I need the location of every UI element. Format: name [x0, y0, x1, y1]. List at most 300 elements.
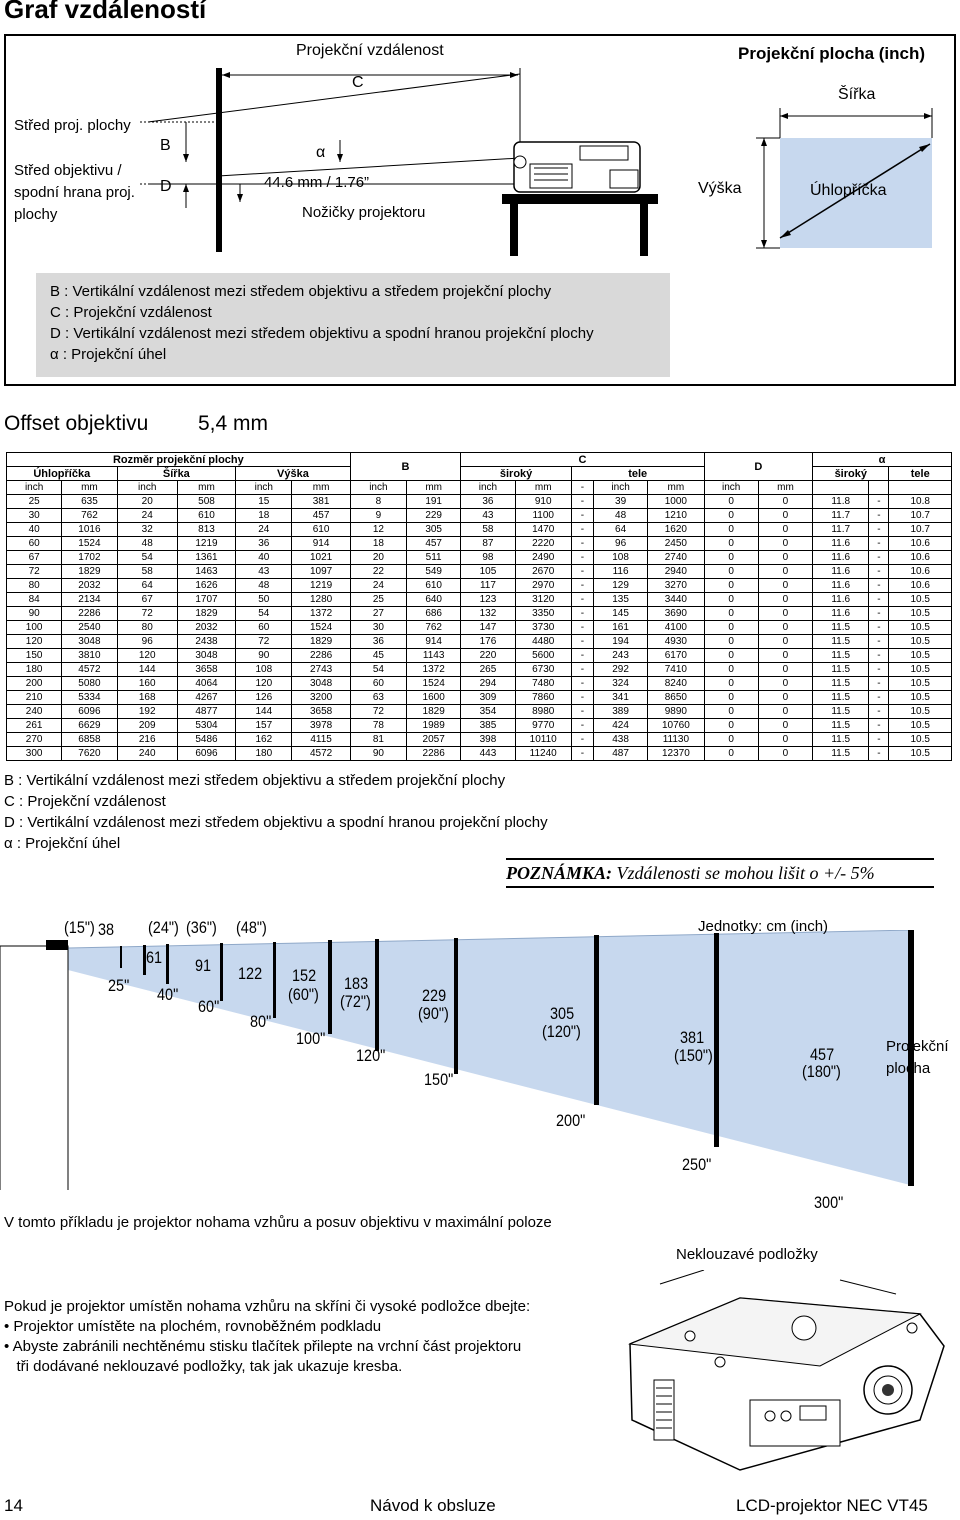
table-cell: -: [869, 565, 889, 579]
table-cell: 1829: [62, 565, 117, 579]
unit-cell: inch: [593, 481, 647, 495]
table-cell: 910: [515, 495, 571, 509]
table-cell: 4100: [648, 621, 704, 635]
table-cell: 443: [461, 747, 515, 761]
table-row: [7, 705, 952, 719]
table-cell: 2286: [292, 649, 350, 663]
table-cell: 457: [292, 509, 350, 523]
table-row: [7, 593, 952, 607]
table-cell: 36: [350, 635, 406, 649]
table-cell: 640: [407, 593, 461, 607]
table-cell: 24: [236, 523, 292, 537]
throw-label: 91: [195, 956, 212, 975]
table-cell: 457: [407, 537, 461, 551]
table-cell: 144: [117, 663, 177, 677]
note-text: Vzdálenosti se mohou lišit o +/- 5%: [612, 863, 875, 883]
table-cell: 11.5: [813, 733, 869, 747]
table-cell: 4877: [177, 705, 235, 719]
table-cell: 12370: [648, 747, 704, 761]
offset-label: Offset objektivu: [4, 412, 149, 435]
table-cell: 11.5: [813, 635, 869, 649]
table-cell: 2032: [177, 621, 235, 635]
table-cell: 0: [758, 635, 812, 649]
table-cell: 3048: [62, 635, 117, 649]
table-row: [7, 579, 952, 593]
table-cell: 1626: [177, 579, 235, 593]
table-cell: 2438: [177, 635, 235, 649]
legend-c: C : Projekční vzdálenost: [50, 304, 212, 321]
table-cell: -: [869, 705, 889, 719]
table-cell: 1470: [515, 523, 571, 537]
table-cell: 3200: [292, 691, 350, 705]
unit-cell: mm: [177, 481, 235, 495]
table-cell: 24: [117, 509, 177, 523]
unit-cell: mm: [62, 481, 117, 495]
table-cell: 3658: [177, 663, 235, 677]
legend-repeat: [4, 770, 548, 854]
table-cell: 261: [7, 719, 62, 733]
table-cell: 11.8: [813, 495, 869, 509]
table-cell: 32: [117, 523, 177, 537]
table-cell: 385: [461, 719, 515, 733]
table-cell: -: [869, 691, 889, 705]
table-cell: 243: [593, 649, 647, 663]
table-cell: -: [869, 649, 889, 663]
legend-b-2: B : Vertikální vzdálenost mezi středem objektivu a středem projekční plochy: [4, 772, 506, 789]
table-cell: -: [571, 719, 593, 733]
table-cell: 0: [758, 579, 812, 593]
table-cell: 1829: [177, 607, 235, 621]
throw-label: (72"): [340, 992, 371, 1011]
table-cell: -: [869, 747, 889, 761]
throw-label: (48"): [236, 918, 267, 937]
table-cell: 1600: [407, 691, 461, 705]
table-cell: 60: [236, 621, 292, 635]
table-cell: 10.6: [889, 551, 952, 565]
table-cell: 72: [236, 635, 292, 649]
table-cell: 0: [758, 747, 812, 761]
table-cell: 9890: [648, 705, 704, 719]
header-alpha-wide: široký: [813, 467, 889, 481]
table-cell: 126: [236, 691, 292, 705]
table-cell: 3978: [292, 719, 350, 733]
table-cell: 0: [704, 719, 758, 733]
table-cell: 129: [593, 579, 647, 593]
table-cell: 135: [593, 593, 647, 607]
table-cell: -: [571, 593, 593, 607]
table-cell: 209: [117, 719, 177, 733]
table-cell: -: [571, 635, 593, 649]
table-cell: 6096: [177, 747, 235, 761]
table-cell: 48: [117, 537, 177, 551]
table-cell: 60: [350, 677, 406, 691]
table-cell: 120: [7, 635, 62, 649]
table-cell: -: [571, 747, 593, 761]
table-cell: 45: [350, 649, 406, 663]
throw-label: 61: [146, 948, 163, 967]
alpha-label: α: [316, 144, 326, 161]
table-cell: 54: [350, 663, 406, 677]
table-cell: 0: [704, 509, 758, 523]
throw-label: (90"): [418, 1004, 449, 1023]
table-cell: 5334: [62, 691, 117, 705]
table-cell: -: [869, 621, 889, 635]
table-cell: 1219: [177, 537, 235, 551]
table-cell: 3658: [292, 705, 350, 719]
table-cell: 0: [758, 523, 812, 537]
table-cell: 610: [407, 579, 461, 593]
screen-label-2: plocha: [886, 1060, 931, 1077]
table-cell: 2670: [515, 565, 571, 579]
table-cell: 398: [461, 733, 515, 747]
table-cell: 229: [407, 509, 461, 523]
table-cell: 3730: [515, 621, 571, 635]
table-cell: 12: [350, 523, 406, 537]
throw-label: (180"): [802, 1062, 841, 1081]
table-row: [7, 565, 952, 579]
table-cell: 0: [704, 649, 758, 663]
screen-center-label: Střed proj. plochy: [14, 117, 131, 134]
throw-label: 40": [157, 985, 179, 1004]
width-label: Šířka: [838, 86, 876, 103]
throw-label: 60": [198, 997, 220, 1016]
table-cell: 2490: [515, 551, 571, 565]
table-cell: 1016: [62, 523, 117, 537]
table-cell: 10.5: [889, 649, 952, 663]
table-cell: 7860: [515, 691, 571, 705]
unit-cell: mm: [292, 481, 350, 495]
throw-label: (24"): [148, 918, 179, 937]
table-cell: -: [571, 607, 593, 621]
table-cell: 10.5: [889, 733, 952, 747]
table-row: [7, 621, 952, 635]
header-width: Šířka: [117, 467, 236, 481]
table-cell: 1702: [62, 551, 117, 565]
table-cell: 10.5: [889, 705, 952, 719]
table-cell: -: [571, 537, 593, 551]
table-cell: 80: [7, 579, 62, 593]
legend-box: [36, 273, 670, 377]
height-label: Výška: [698, 180, 742, 197]
table-cell: 0: [758, 621, 812, 635]
table-cell: 40: [7, 523, 62, 537]
table-cell: 120: [117, 649, 177, 663]
table-cell: 180: [7, 663, 62, 677]
table-cell: 1989: [407, 719, 461, 733]
table-cell: 610: [177, 509, 235, 523]
table-row: [7, 733, 952, 747]
table-cell: 0: [758, 719, 812, 733]
table-cell: 72: [117, 607, 177, 621]
table-cell: 0: [704, 621, 758, 635]
table-cell: 0: [704, 579, 758, 593]
legend-c-2: C : Projekční vzdálenost: [4, 793, 166, 810]
table-cell: 22: [350, 565, 406, 579]
table-row: [7, 523, 952, 537]
table-cell: 0: [704, 537, 758, 551]
table-row: [7, 677, 952, 691]
table-cell: 635: [62, 495, 117, 509]
table-cell: 25: [350, 593, 406, 607]
c-label: C: [352, 74, 364, 91]
table-cell: 0: [758, 607, 812, 621]
table-cell: 0: [758, 705, 812, 719]
table-cell: 0: [704, 747, 758, 761]
throw-label: 80": [250, 1012, 272, 1031]
table-cell: 6858: [62, 733, 117, 747]
table-cell: 762: [407, 621, 461, 635]
table-cell: 64: [593, 523, 647, 537]
table-cell: 0: [758, 691, 812, 705]
table-body: [7, 495, 952, 761]
table-cell: 0: [758, 565, 812, 579]
throw-label: 305: [550, 1004, 575, 1023]
table-cell: 39: [593, 495, 647, 509]
table-cell: -: [869, 663, 889, 677]
throw-label: 200": [556, 1111, 586, 1130]
throw-label: 38: [98, 920, 115, 939]
table-cell: 487: [593, 747, 647, 761]
table-cell: 72: [7, 565, 62, 579]
table-cell: 1829: [292, 635, 350, 649]
table-cell: -: [571, 551, 593, 565]
table-cell: 3690: [648, 607, 704, 621]
table-cell: 210: [7, 691, 62, 705]
throw-label: (15"): [64, 918, 95, 937]
instructions-bullet-2-cont: tři dodávané neklouzavé podložky, tak jak ukazuje kresba.: [4, 1358, 403, 1375]
table-cell: 157: [236, 719, 292, 733]
header-diagonal: Úhlopříčka: [7, 467, 118, 481]
table-cell: 813: [177, 523, 235, 537]
header-c: C: [461, 453, 704, 467]
b-label: B: [160, 137, 171, 154]
table-cell: 10.5: [889, 621, 952, 635]
table-cell: -: [869, 719, 889, 733]
table-cell: 292: [593, 663, 647, 677]
table-cell: 2450: [648, 537, 704, 551]
table-row: [7, 691, 952, 705]
throw-caption: V tomto příkladu je projektor nohama vzhůru a posuv objektivu v maximální poloze: [4, 1214, 552, 1231]
table-cell: 2134: [62, 593, 117, 607]
table-cell: 60: [7, 537, 62, 551]
table-cell: 18: [236, 509, 292, 523]
table-cell: 3120: [515, 593, 571, 607]
table-cell: 117: [461, 579, 515, 593]
throw-label: 183: [344, 974, 369, 993]
table-cell: -: [571, 677, 593, 691]
table-cell: 0: [758, 649, 812, 663]
table-cell: 0: [704, 565, 758, 579]
table-cell: -: [571, 509, 593, 523]
table-cell: 11.6: [813, 565, 869, 579]
table-cell: 1829: [407, 705, 461, 719]
table-cell: 144: [236, 705, 292, 719]
table-cell: 10.6: [889, 565, 952, 579]
instructions-bullet-1: • Projektor umístěte na plochém, rovnoběžném podkladu: [4, 1318, 382, 1335]
throw-label: 229: [422, 986, 447, 1005]
foot-dimension-label: 44.6 mm / 1.76”: [264, 174, 370, 191]
table-cell: 2057: [407, 733, 461, 747]
table-cell: 11.5: [813, 677, 869, 691]
table-cell: 10.6: [889, 579, 952, 593]
table-cell: -: [571, 579, 593, 593]
table-cell: 2032: [62, 579, 117, 593]
table-cell: 354: [461, 705, 515, 719]
throw-label: (150"): [674, 1046, 713, 1065]
instructions-intro: Pokud je projektor umístěn nohama vzhůru na skříni či vysoké podložce dbejte:: [4, 1298, 531, 1315]
table-cell: 1524: [62, 537, 117, 551]
table-cell: 63: [350, 691, 406, 705]
diagonal-label: Úhlopříčka: [810, 182, 887, 199]
table-cell: 0: [704, 607, 758, 621]
table-cell: 11.6: [813, 551, 869, 565]
table-cell: 48: [593, 509, 647, 523]
unit-cell: inch: [7, 481, 62, 495]
table-cell: 240: [7, 705, 62, 719]
table-cell: 200: [7, 677, 62, 691]
table-cell: 11.5: [813, 719, 869, 733]
header-c-tele: tele: [571, 467, 704, 481]
table-cell: 3440: [648, 593, 704, 607]
table-cell: 424: [593, 719, 647, 733]
table-cell: 11.5: [813, 621, 869, 635]
table-cell: 10.7: [889, 509, 952, 523]
table-cell: 0: [704, 677, 758, 691]
table-cell: 84: [7, 593, 62, 607]
screen-label-1: Projekční: [886, 1038, 949, 1055]
unit-cell: inch: [461, 481, 515, 495]
unit-cell: mm: [648, 481, 704, 495]
table-cell: 0: [758, 551, 812, 565]
table-cell: 10760: [648, 719, 704, 733]
table-cell: 10.5: [889, 719, 952, 733]
table-cell: 90: [350, 747, 406, 761]
table-cell: 4572: [62, 663, 117, 677]
table-cell: -: [571, 523, 593, 537]
note-box: [506, 858, 934, 888]
table-cell: 2286: [407, 747, 461, 761]
table-cell: 2740: [648, 551, 704, 565]
unit-cell: [813, 481, 869, 495]
unit-cell: mm: [407, 481, 461, 495]
table-cell: 6730: [515, 663, 571, 677]
table-cell: 36: [461, 495, 515, 509]
instructions-bullet-2: • Abyste zabránili nechtěnému stisku tlačítek přilepte na vrchní část projektoru: [4, 1338, 522, 1355]
unit-cell: [889, 481, 952, 495]
table-cell: 11130: [648, 733, 704, 747]
table-cell: 10110: [515, 733, 571, 747]
table-cell: 0: [704, 663, 758, 677]
table-cell: 11.5: [813, 747, 869, 761]
legend-b: B : Vertikální vzdálenost mezi středem objektivu a středem projekční plochy: [50, 283, 552, 300]
table-cell: 10.7: [889, 523, 952, 537]
table-cell: 1280: [292, 593, 350, 607]
table-cell: 58: [461, 523, 515, 537]
table-cell: 2286: [62, 607, 117, 621]
table-cell: 1219: [292, 579, 350, 593]
throw-label: 100": [296, 1029, 326, 1048]
table-cell: 5600: [515, 649, 571, 663]
table-cell: 0: [758, 663, 812, 677]
table-cell: 294: [461, 677, 515, 691]
table-cell: 4267: [177, 691, 235, 705]
table-cell: 10.5: [889, 677, 952, 691]
table-cell: 2220: [515, 537, 571, 551]
table-cell: 8240: [648, 677, 704, 691]
table-row: [7, 607, 952, 621]
table-row: [7, 649, 952, 663]
table-cell: 11.5: [813, 705, 869, 719]
table-cell: 80: [117, 621, 177, 635]
table-cell: 6170: [648, 649, 704, 663]
table-cell: 0: [704, 635, 758, 649]
table-cell: 0: [704, 495, 758, 509]
units-label: Jednotky: cm (inch): [698, 918, 829, 935]
table-cell: -: [869, 607, 889, 621]
table-cell: 0: [758, 677, 812, 691]
table-cell: 1707: [177, 593, 235, 607]
header-alpha: α: [813, 453, 952, 467]
table-cell: 160: [117, 677, 177, 691]
table-cell: 11.6: [813, 579, 869, 593]
table-cell: 11240: [515, 747, 571, 761]
table-cell: 4930: [648, 635, 704, 649]
table-cell: 341: [593, 691, 647, 705]
table-cell: 30: [7, 509, 62, 523]
header-c-wide: široký: [461, 467, 572, 481]
table-cell: 7480: [515, 677, 571, 691]
throw-label: 25": [108, 976, 130, 995]
table-cell: 2540: [62, 621, 117, 635]
table-cell: 5304: [177, 719, 235, 733]
table-cell: 438: [593, 733, 647, 747]
offset-value: 5,4 mm: [198, 412, 269, 435]
table-cell: 0: [704, 705, 758, 719]
table-cell: 914: [292, 537, 350, 551]
header-alpha-tele: tele: [889, 467, 952, 481]
table-cell: 1100: [515, 509, 571, 523]
table-cell: 9770: [515, 719, 571, 733]
table-cell: 10.5: [889, 607, 952, 621]
table-cell: 15: [236, 495, 292, 509]
table-cell: 27: [350, 607, 406, 621]
table-cell: 43: [236, 565, 292, 579]
table-cell: 5080: [62, 677, 117, 691]
throw-label: 250": [682, 1155, 712, 1174]
d-label: D: [160, 178, 172, 195]
table-row: [7, 509, 952, 523]
table-cell: 5486: [177, 733, 235, 747]
table-cell: 96: [593, 537, 647, 551]
table-cell: 123: [461, 593, 515, 607]
table-cell: 90: [236, 649, 292, 663]
table-cell: 4115: [292, 733, 350, 747]
unit-cell: mm: [758, 481, 812, 495]
table-cell: 511: [407, 551, 461, 565]
table-cell: 1620: [648, 523, 704, 537]
table-cell: 3810: [62, 649, 117, 663]
table-row: [7, 635, 952, 649]
unit-cell: inch: [117, 481, 177, 495]
table-cell: 36: [236, 537, 292, 551]
table-cell: 1021: [292, 551, 350, 565]
throw-label: 122: [238, 964, 263, 983]
table-cell: 4480: [515, 635, 571, 649]
table-cell: 549: [407, 565, 461, 579]
table-cell: 108: [593, 551, 647, 565]
table-cell: 686: [407, 607, 461, 621]
table-cell: 150: [7, 649, 62, 663]
